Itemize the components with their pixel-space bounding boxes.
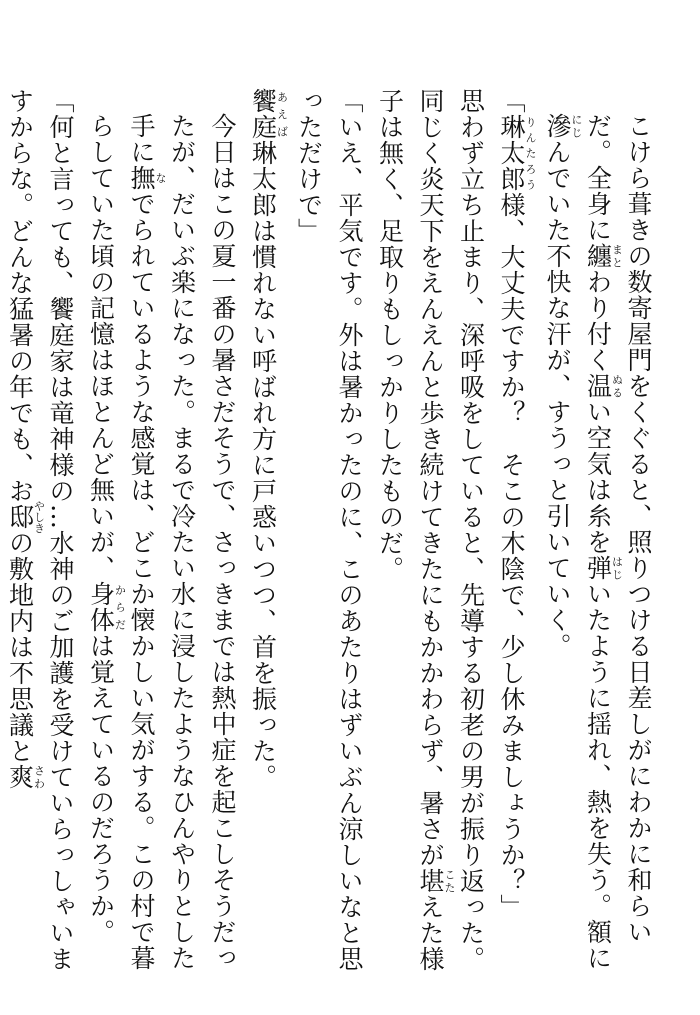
ruby-base: 身体 — [86, 581, 116, 633]
ruby-reading: にじ — [570, 113, 583, 139]
ruby-base: 滲 — [543, 113, 572, 139]
ruby-base: 爽 — [5, 764, 35, 790]
ruby-base: 琳太郎 — [497, 114, 526, 192]
ruby-reading: やしき — [32, 500, 46, 534]
ruby-base: 纏 — [583, 243, 613, 269]
ruby-annotated-word — [5, 764, 46, 790]
ruby-reading: りんたろう — [524, 114, 537, 192]
paragraph — [242, 88, 288, 988]
ruby-base: 饗庭 — [248, 88, 278, 140]
ruby-base: 撫 — [127, 165, 156, 191]
ruby-reading: な — [154, 165, 167, 191]
text-run: の敷地内は不思議と — [5, 530, 35, 764]
ruby-reading: まと — [610, 243, 624, 269]
ruby-annotated-word — [127, 165, 167, 191]
text-run: は覚えているのだろうか。 — [86, 633, 116, 945]
ruby-annotated-word — [416, 868, 456, 894]
ruby-base: 堪 — [416, 868, 445, 894]
paragraph — [80, 88, 242, 988]
ruby-reading: さわ — [32, 764, 46, 790]
ruby-annotated-word — [5, 500, 46, 534]
ruby-base: 邸 — [5, 500, 35, 534]
paragraph — [491, 88, 537, 988]
ruby-annotated-word — [248, 88, 289, 140]
text-run: でられているような感覚は、どこか懐かしい気がする。この村で暮らしていた頃の記憶はほとんど無いが、 — [86, 113, 156, 971]
text-run: んでいた不快な汗が、すうっと引いていく。 — [543, 139, 572, 659]
text-run: 思わず立ち止まり、深呼吸をしていると、先導する初老の男が振り返った。同じく炎天下をえんえんと歩き続けてきたにもかかわらず、暑さが — [416, 88, 486, 972]
text-run: こけら葺きの数寄屋門をくぐると、照りつける日差しがにわかに和らいだ。全身に — [583, 113, 653, 945]
text-run: 今日はこの夏一番の暑さだそうで、さっきまでは熱中症を起こしそうだったが、だいぶ楽になった。まるで冷たい水に浸したようなひんやりとした手に — [127, 113, 237, 971]
ruby-reading: からだ — [113, 581, 127, 633]
text-run: い空気は糸を — [583, 399, 613, 555]
ruby-reading: はじ — [610, 555, 624, 581]
ruby-annotated-word — [86, 581, 127, 633]
ruby-reading: こた — [443, 868, 456, 894]
ruby-annotated-word — [583, 243, 624, 269]
paragraph — [0, 88, 80, 988]
ruby-annotated-word — [583, 373, 624, 399]
text-run: いたように揺れ、熱を失う。額に — [583, 581, 613, 971]
text-run: 「何と言っても、饗庭家は竜神様の…水神のご加護を受けていらっしゃいますからな。どんな猛暑の年でも、お — [5, 88, 75, 972]
text-run: えた様子は無く、足取りもしっかりしたものだ。 — [375, 88, 445, 972]
text-run: 様、大丈夫ですか？ そこの木陰で、少し休みましょうか？」 — [497, 192, 526, 920]
ruby-reading: ぬる — [610, 373, 624, 399]
vertical-text-body — [5, 88, 658, 988]
paragraph — [288, 88, 369, 988]
ruby-annotated-word — [583, 555, 624, 581]
text-run: 「いえ、平気です。外は暑かったのに、このあたりはずいぶん涼しいなと思っただけで」 — [294, 88, 364, 972]
paragraph — [369, 88, 491, 988]
ruby-annotated-word — [497, 114, 537, 192]
ruby-reading: あえば — [275, 88, 289, 140]
text-run: 「 — [497, 88, 526, 114]
ruby-annotated-word — [543, 113, 583, 139]
text-run: 琳太郎は慣れない呼ばれ方に戸惑いつつ、首を振った。 — [248, 140, 278, 790]
text-run: わり付く — [583, 269, 613, 373]
ruby-base: 弾 — [583, 555, 613, 581]
ruby-base: 温 — [583, 373, 613, 399]
paragraph — [537, 88, 659, 988]
